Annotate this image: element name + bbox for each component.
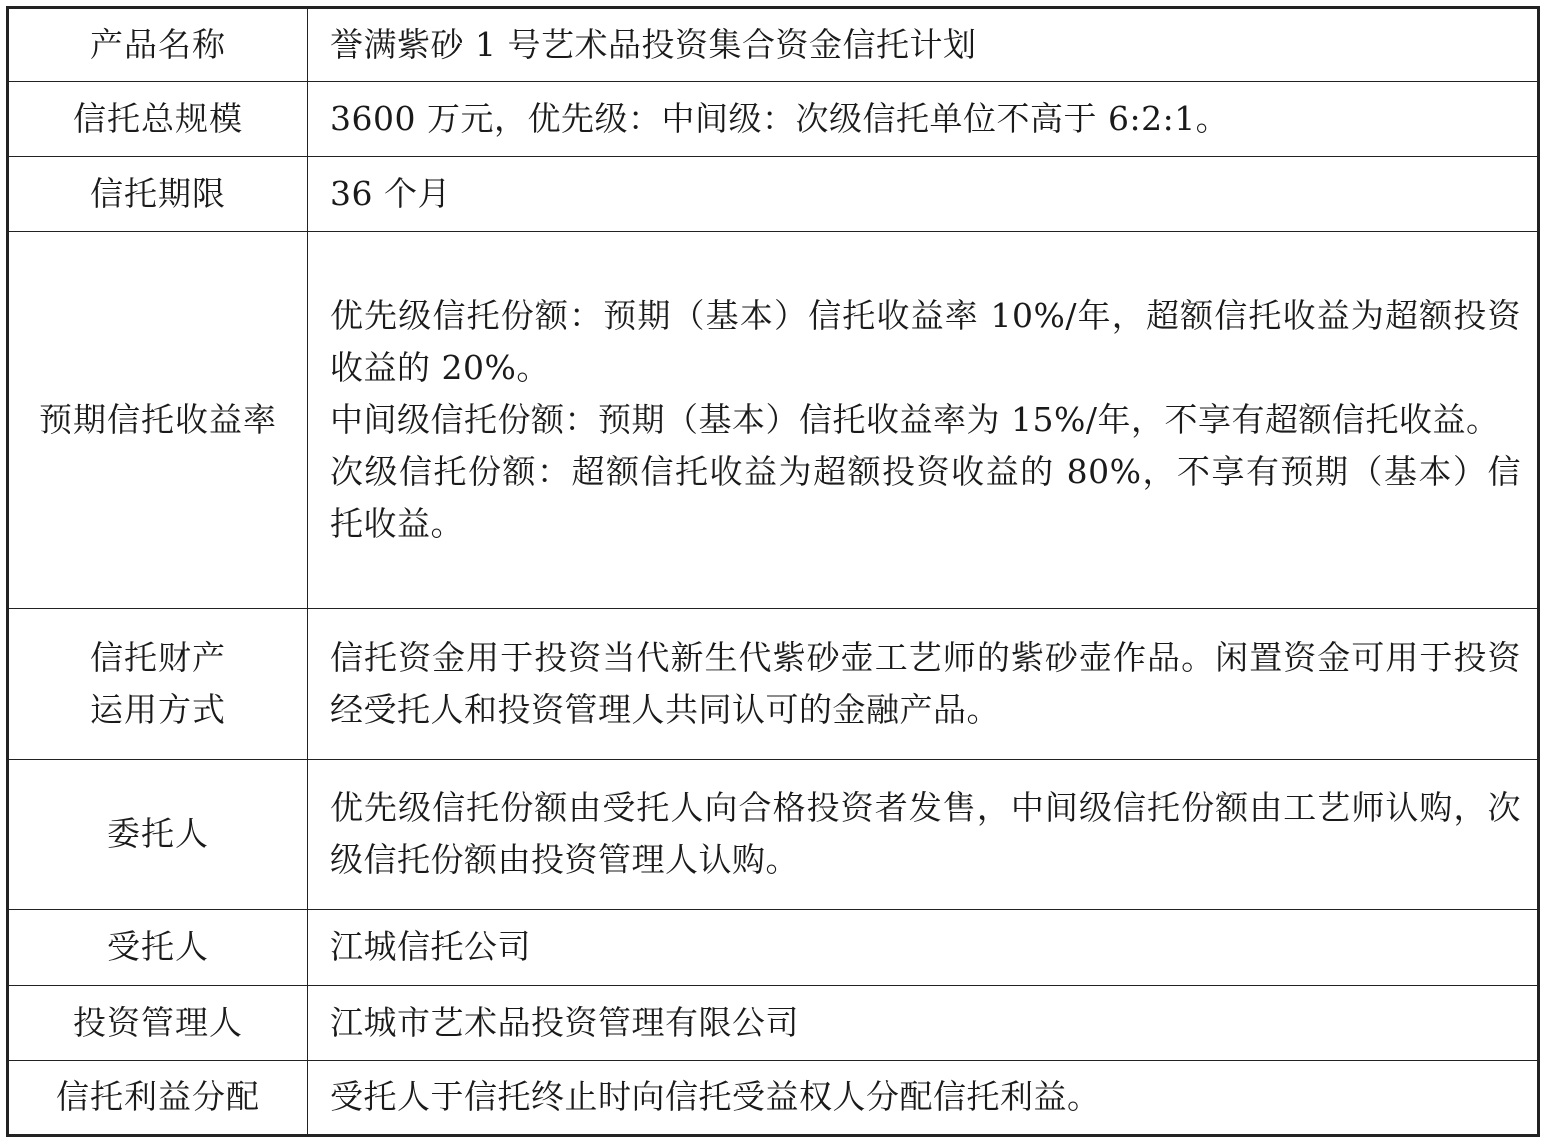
table-row-asset-usage — [8, 608, 1539, 759]
label-settlor — [8, 759, 308, 909]
label-line: 委托人 — [107, 814, 209, 854]
label-line: 信托财产 — [90, 637, 226, 677]
value-total-scale — [308, 82, 1539, 157]
label-line: 受托人 — [107, 927, 209, 967]
trust-plan-table — [6, 6, 1540, 1137]
value-expected-yield — [308, 232, 1539, 608]
content-paragraph-subordinate: 次级信托份额：超额信托收益为超额投资收益的 80%，不享有预期（基本）信托收益。 — [330, 451, 1521, 543]
label-term — [8, 157, 308, 232]
table-row-distribution — [8, 1060, 1539, 1135]
label-line: 投资管理人 — [73, 1002, 243, 1042]
content-paragraph: 江城市艺术品投资管理有限公司 — [330, 1002, 799, 1042]
table-row-total-scale — [8, 82, 1539, 157]
table-row-trustee — [8, 909, 1539, 985]
table-row-term — [8, 157, 1539, 232]
content-paragraph: 36 个月 — [330, 174, 451, 214]
table-row-product-name — [8, 8, 1539, 82]
label-product-name — [8, 8, 308, 82]
label-line: 预期信托收益率 — [39, 399, 277, 439]
content-paragraph: 3600 万元，优先级：中间级：次级信托单位不高于 6:2:1。 — [330, 99, 1230, 139]
label-total-scale — [8, 82, 308, 157]
label-line: 信托利益分配 — [56, 1077, 260, 1117]
value-settlor — [308, 759, 1539, 909]
content-paragraph: 信托资金用于投资当代新生代紫砂壶工艺师的紫砂壶作品。闲置资金可用于投资经受托人和投资管理人共同认可的金融产品。 — [330, 637, 1521, 729]
content-paragraph: 优先级信托份额由受托人向合格投资者发售，中间级信托份额由工艺师认购，次级信托份额由投资管理人认购。 — [330, 788, 1521, 880]
table-row-expected-yield — [8, 232, 1539, 608]
label-line: 信托期限 — [90, 174, 226, 214]
label-distribution — [8, 1060, 308, 1135]
label-line: 产品名称 — [90, 25, 226, 65]
value-investment-manager — [308, 985, 1539, 1060]
content-paragraph-senior: 优先级信托份额：预期（基本）信托收益率 10%/年，超额信托收益为超额投资收益的 20%。 — [330, 295, 1521, 387]
content-paragraph: 受托人于信托终止时向信托受益权人分配信托利益。 — [330, 1077, 1101, 1117]
table-row-settlor — [8, 759, 1539, 909]
content-paragraph: 誉满紫砂 1 号艺术品投资集合资金信托计划 — [330, 25, 977, 65]
content-paragraph: 江城信托公司 — [330, 927, 531, 967]
value-asset-usage — [308, 608, 1539, 759]
value-term — [308, 157, 1539, 232]
value-distribution — [308, 1060, 1539, 1135]
value-trustee — [308, 909, 1539, 985]
label-line: 运用方式 — [90, 689, 226, 729]
content-paragraph-mezzanine: 中间级信托份额：预期（基本）信托收益率为 15%/年，不享有超额信托收益。 — [330, 399, 1500, 439]
label-investment-manager — [8, 985, 308, 1060]
table-row-investment-manager — [8, 985, 1539, 1060]
label-expected-yield — [8, 232, 308, 608]
label-trustee — [8, 909, 308, 985]
label-line: 信托总规模 — [73, 99, 243, 139]
value-product-name — [308, 8, 1539, 82]
label-asset-usage — [8, 608, 308, 759]
